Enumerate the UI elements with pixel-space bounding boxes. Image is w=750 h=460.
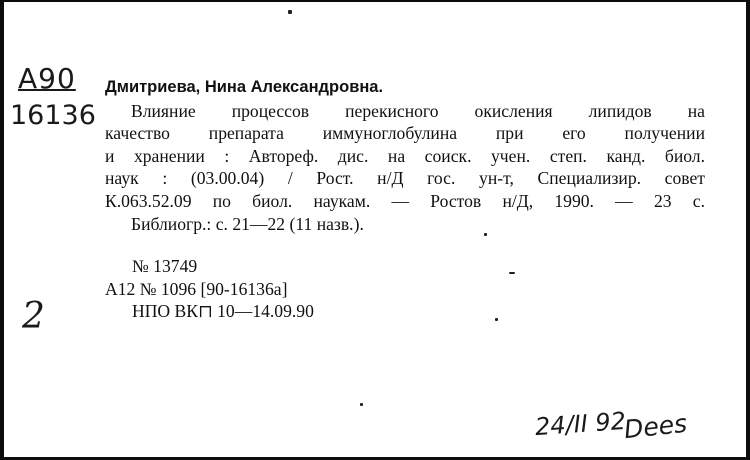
record-registration: А12 № 1096 [90-16136а] xyxy=(105,278,288,299)
record-title-line: Влияние процессов перекисного окисления липидов на xyxy=(131,100,705,121)
scan-speck xyxy=(484,233,487,236)
record-number: № 13749 xyxy=(132,256,198,277)
record-author: Дмитриева, Нина Александровна. xyxy=(105,78,384,96)
record-spacer xyxy=(105,235,705,255)
card-top-border xyxy=(0,0,750,2)
record-printer: НПО ВК⊓ 10—14.09.90 xyxy=(132,301,314,322)
scan-speck xyxy=(495,318,498,321)
record-title-line: К.063.52.09 по биол. наукам. — Ростов н/Д, 1990. — 23 с. xyxy=(105,190,705,211)
handwritten-shelf-mark: А90 xyxy=(18,62,76,95)
handwritten-inventory-number: 16136 xyxy=(10,100,96,131)
bibliographic-record xyxy=(105,76,705,323)
card-right-border xyxy=(746,0,750,460)
record-title-line: наук : (03.00.04) / Рост. н/Д гос. ун-т, Специализир. совет xyxy=(105,168,705,189)
handwritten-copy-count: 2 xyxy=(22,296,45,337)
handwritten-date: 24/II 92 xyxy=(534,406,627,442)
record-title-line: и хранении : Автореф. дис. на соиск. учен. степ. канд. биол. xyxy=(105,145,705,166)
scan-speck xyxy=(360,403,363,406)
card-left-border xyxy=(0,0,4,460)
handwritten-signature: Dees xyxy=(622,408,689,445)
record-bibliography: Библиогр.: с. 21—22 (11 назв.). xyxy=(131,213,364,234)
scan-speck xyxy=(509,272,515,274)
record-title-line: качество препарата иммуноглобулина при его получении xyxy=(105,123,705,144)
scan-speck xyxy=(288,10,292,14)
